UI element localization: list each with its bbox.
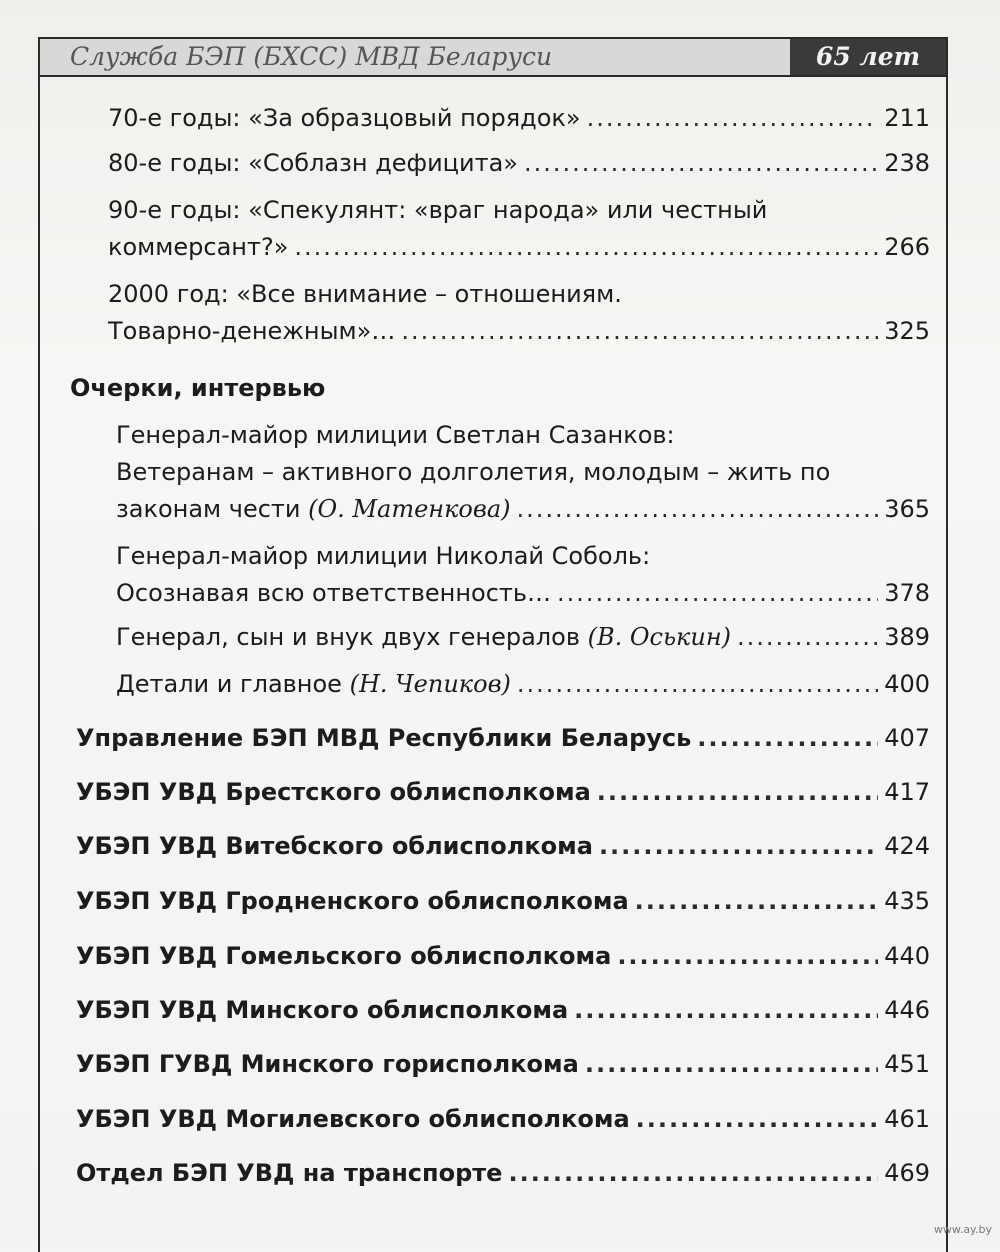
- toc-page-number: 451: [884, 1050, 930, 1078]
- toc-entry-title: 80-е годы: «Соблазн дефицита»: [108, 149, 518, 177]
- toc-entry-title-line: 90-е годы: «Спекулянт: «враг народа» или честный: [108, 196, 768, 224]
- toc-page-number: 446: [884, 996, 930, 1024]
- leader-dots: [697, 724, 878, 752]
- toc-entry-title: УБЭП ГУВД Минского горисполкома: [76, 1050, 579, 1078]
- toc-page-number: 461: [884, 1105, 930, 1133]
- leader-dots: [524, 149, 878, 177]
- toc-entry-title: Осознавая всю ответственность…: [116, 579, 552, 607]
- toc-entry-title: Товарно-денежным»…: [108, 317, 396, 345]
- toc-entry[interactable]: [76, 887, 930, 915]
- leader-dots: [599, 832, 878, 860]
- toc-page-number: 440: [884, 942, 930, 970]
- toc-page-number: 211: [884, 104, 930, 132]
- author-name: (В. Оськин): [587, 623, 732, 651]
- toc-page-number: 389: [884, 623, 930, 651]
- toc-page-number: 238: [884, 149, 930, 177]
- toc-entry[interactable]: [76, 1105, 930, 1133]
- toc-entry-title: Генерал, сын и внук двух генералов (В. Оськин): [116, 623, 732, 651]
- toc-entry[interactable]: [76, 996, 930, 1024]
- toc-entry-title: УБЭП УВД Брестского облисполкома: [76, 778, 591, 806]
- toc-page-number: 365: [884, 495, 930, 523]
- leader-dots: [636, 1105, 879, 1133]
- leader-dots: [574, 996, 878, 1024]
- leader-dots: [557, 579, 878, 607]
- toc-page-number: 407: [884, 724, 930, 752]
- toc-entry-title-line: Ветеранам – активного долголетия, молодым – жить по: [116, 458, 831, 486]
- leader-dots: [294, 233, 878, 261]
- leader-dots: [617, 942, 878, 970]
- toc-page-number: 325: [884, 317, 930, 345]
- toc-page-number: 424: [884, 832, 930, 860]
- toc-entry-title: УБЭП УВД Гродненского облисполкома: [76, 887, 629, 915]
- toc-entry-title-line: 2000 год: «Все внимание – отношениям.: [108, 280, 622, 308]
- toc-entry[interactable]: [108, 317, 930, 345]
- toc-page-number: 378: [884, 579, 930, 607]
- toc-entry-title: УБЭП УВД Гомельского облисполкома: [76, 942, 612, 970]
- leader-dots: [517, 670, 878, 698]
- leader-dots: [587, 104, 879, 132]
- toc-entry[interactable]: [76, 1159, 930, 1187]
- toc-entry-title: УБЭП УВД Могилевского облисполкома: [76, 1105, 630, 1133]
- toc-entry[interactable]: [116, 623, 930, 651]
- leader-dots: [737, 623, 878, 651]
- toc-entry-title: УБЭП УВД Витебского облисполкома: [76, 832, 593, 860]
- toc-page-number: 469: [884, 1159, 930, 1187]
- toc-entry[interactable]: [108, 233, 930, 261]
- toc-entry[interactable]: [76, 832, 930, 860]
- toc-entry[interactable]: [76, 778, 930, 806]
- toc-entry[interactable]: [116, 579, 930, 607]
- toc-entry-title: УБЭП УВД Минского облисполкома: [76, 996, 569, 1024]
- toc-entry-title-line: Генерал-майор милиции Светлан Сазанков:: [116, 421, 675, 449]
- toc-page-number: 435: [884, 887, 930, 915]
- toc-entry-title: коммерсант?»: [108, 233, 289, 261]
- leader-dots: [585, 1050, 878, 1078]
- toc-entry[interactable]: [116, 495, 930, 523]
- header-badge: 65 лет: [790, 39, 946, 75]
- author-name: (Н. Чепиков): [349, 670, 511, 698]
- leader-dots: [597, 778, 878, 806]
- toc-entry[interactable]: [76, 724, 930, 752]
- toc-entry-title: 70-е годы: «За образцовый порядок»: [108, 104, 581, 132]
- toc-entry[interactable]: [116, 670, 930, 698]
- running-header: [38, 37, 948, 77]
- toc-page-number: 400: [884, 670, 930, 698]
- toc-entry[interactable]: [108, 149, 930, 177]
- toc-entry-title: Детали и главное (Н. Чепиков): [116, 670, 511, 698]
- header-title: Служба БЭП (БХСС) МВД Беларуси: [40, 39, 790, 75]
- toc-entry[interactable]: [108, 104, 930, 132]
- leader-dots: [635, 887, 879, 915]
- toc-entry-title-line: Генерал-майор милиции Николай Соболь:: [116, 542, 651, 570]
- author-name: (О. Матенкова): [308, 495, 511, 523]
- toc-entry-title: Отдел БЭП УВД на транспорте: [76, 1159, 503, 1187]
- leader-dots: [508, 1159, 878, 1187]
- toc-page-number: 417: [884, 778, 930, 806]
- leader-dots: [401, 317, 878, 345]
- section-heading: Очерки, интервью: [70, 374, 326, 402]
- toc-entry[interactable]: [76, 1050, 930, 1078]
- watermark: www.ay.by: [933, 1223, 992, 1236]
- toc-entry-title: законам чести (О. Матенкова): [116, 495, 511, 523]
- leader-dots: [517, 495, 879, 523]
- toc-entry-title: Управление БЭП МВД Республики Беларусь: [76, 724, 692, 752]
- toc-entry[interactable]: [76, 942, 930, 970]
- toc-page-number: 266: [884, 233, 930, 261]
